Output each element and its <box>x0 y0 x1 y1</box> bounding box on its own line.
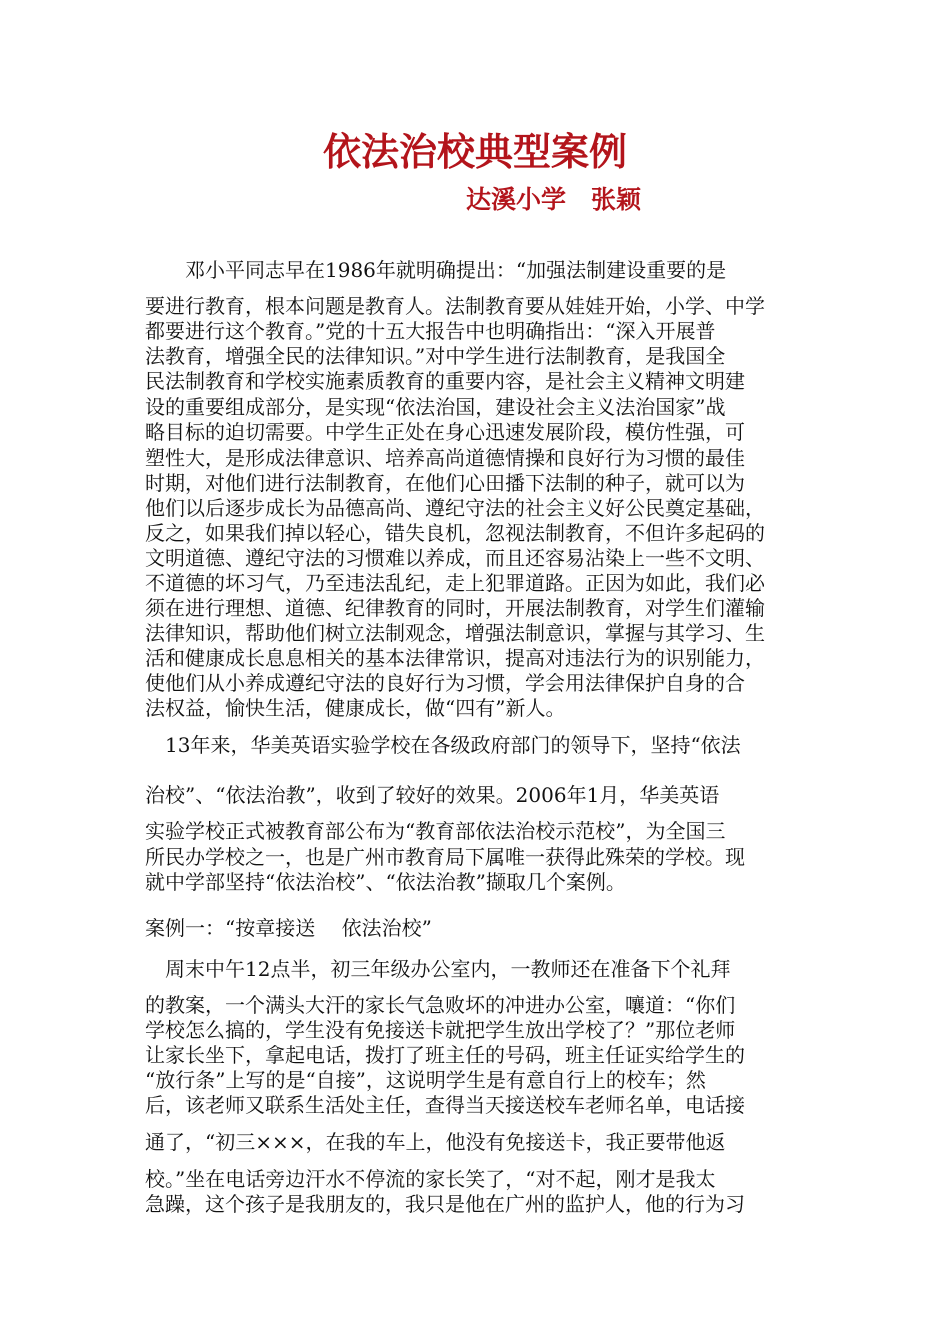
document-title: 依法治校典型案例 <box>322 129 627 174</box>
paragraph-line: 让家长坐下，拿起电话，拨打了班主任的号码，班主任证实给学生的 <box>145 1043 745 1067</box>
paragraph-line: 校。”坐在电话旁边汗水不停流的家长笑了，“对不起，刚才是我太 <box>145 1167 716 1191</box>
paragraph-line: 不道德的坏习气，乃至违法乱纪，走上犯罪道路。正因为如此，我们必 <box>145 571 765 595</box>
paragraph-line: 急躁，这个孩子是我朋友的，我只是他在广州的监护人，他的行为习 <box>145 1192 745 1216</box>
paragraph-line: 13年来，华美英语实验学校在各级政府部门的领导下，坚持“依法 <box>145 733 741 757</box>
paragraph-line: 活和健康成长息息相关的基本法律常识，提高对违法行为的识别能力， <box>145 646 765 670</box>
paragraph-line: 后，该老师又联系生活处主任，查得当天接送校车老师名单，电话接 <box>145 1093 745 1117</box>
paragraph-line: 学校怎么搞的，学生没有免接送卡就把学生放出学校了？”那位老师 <box>145 1018 736 1042</box>
paragraph-line: 通了，“初三×××，在我的车上，他没有免接送卡，我正要带他返 <box>145 1130 726 1154</box>
paragraph-line: 民法制教育和学校实施素质教育的重要内容，是社会主义精神文明建 <box>145 369 745 393</box>
paragraph-line: 的教案，一个满头大汗的家长气急败坏的冲进办公室，嚷道：“你们 <box>145 993 736 1017</box>
paragraph-line: 塑性大，是形成法律意识、培养高尚道德情操和良好行为习惯的最佳 <box>145 446 745 470</box>
paragraph-line: 要进行教育，根本问题是教育人。法制教育要从娃娃开始，小学、中学 <box>145 294 765 318</box>
paragraph-line: 都要进行这个教育。”党的十五大报告中也明确指出：“深入开展普 <box>145 319 716 343</box>
paragraph-line: 文明道德、遵纪守法的习惯难以养成，而且还容易沾染上一些不文明、 <box>145 546 765 570</box>
paragraph-line: 法律知识，帮助他们树立法制观念，增强法制意识，掌握与其学习、生 <box>145 621 765 645</box>
paragraph-line: 法教育，增强全民的法律知识。”对中学生进行法制教育，是我国全 <box>145 344 726 368</box>
paragraph-line: 就中学部坚持“依法治校”、“依法治教”撷取几个案例。 <box>145 870 626 894</box>
paragraph-line: 时期，对他们进行法制教育，在他们心田播下法制的种子，就可以为 <box>145 471 745 495</box>
paragraph-line: 使他们从小养成遵纪守法的良好行为习惯，学会用法律保护自身的合 <box>145 671 745 695</box>
paragraph-line: 治校”、“依法治教”，收到了较好的效果。2006年1月，华美英语 <box>145 783 720 807</box>
paragraph-line: “放行条”上写的是“自接”，这说明学生是有意自行上的校车；然 <box>145 1068 706 1092</box>
paragraph-line: 所民办学校之一，也是广州市教育局下属唯一获得此殊荣的学校。现 <box>145 845 745 869</box>
document-subtitle: 达溪小学 张颖 <box>466 185 642 214</box>
paragraph-line: 设的重要组成部分，是实现“依法治国，建设社会主义法治国家”战 <box>145 395 726 419</box>
paragraph-line: 他们以后逐步成长为品德高尚、遵纪守法的社会主义好公民奠定基础， <box>145 496 765 520</box>
paragraph-line: 反之，如果我们掉以轻心，错失良机，忽视法制教育，不但许多起码的 <box>145 521 765 545</box>
paragraph-line: 略目标的迫切需要。中学生正处在身心迅速发展阶段，模仿性强，可 <box>145 420 745 444</box>
paragraph-line: 邓小平同志早在1986年就明确提出：“加强法制建设重要的是 <box>145 258 727 282</box>
paragraph-line: 须在进行理想、道德、纪律教育的同时，开展法制教育，对学生们灌输 <box>145 596 765 620</box>
paragraph-line: 周末中午12点半，初三年级办公室内，一教师还在准备下个礼拜 <box>145 957 731 981</box>
paragraph-line: 实验学校正式被教育部公布为“教育部依法治校示范校”，为全国三 <box>145 819 726 843</box>
case-heading: 案例一：“按章接送 依法治校” <box>145 916 432 940</box>
paragraph-line: 法权益，愉快生活，健康成长，做“四有”新人。 <box>145 696 566 720</box>
